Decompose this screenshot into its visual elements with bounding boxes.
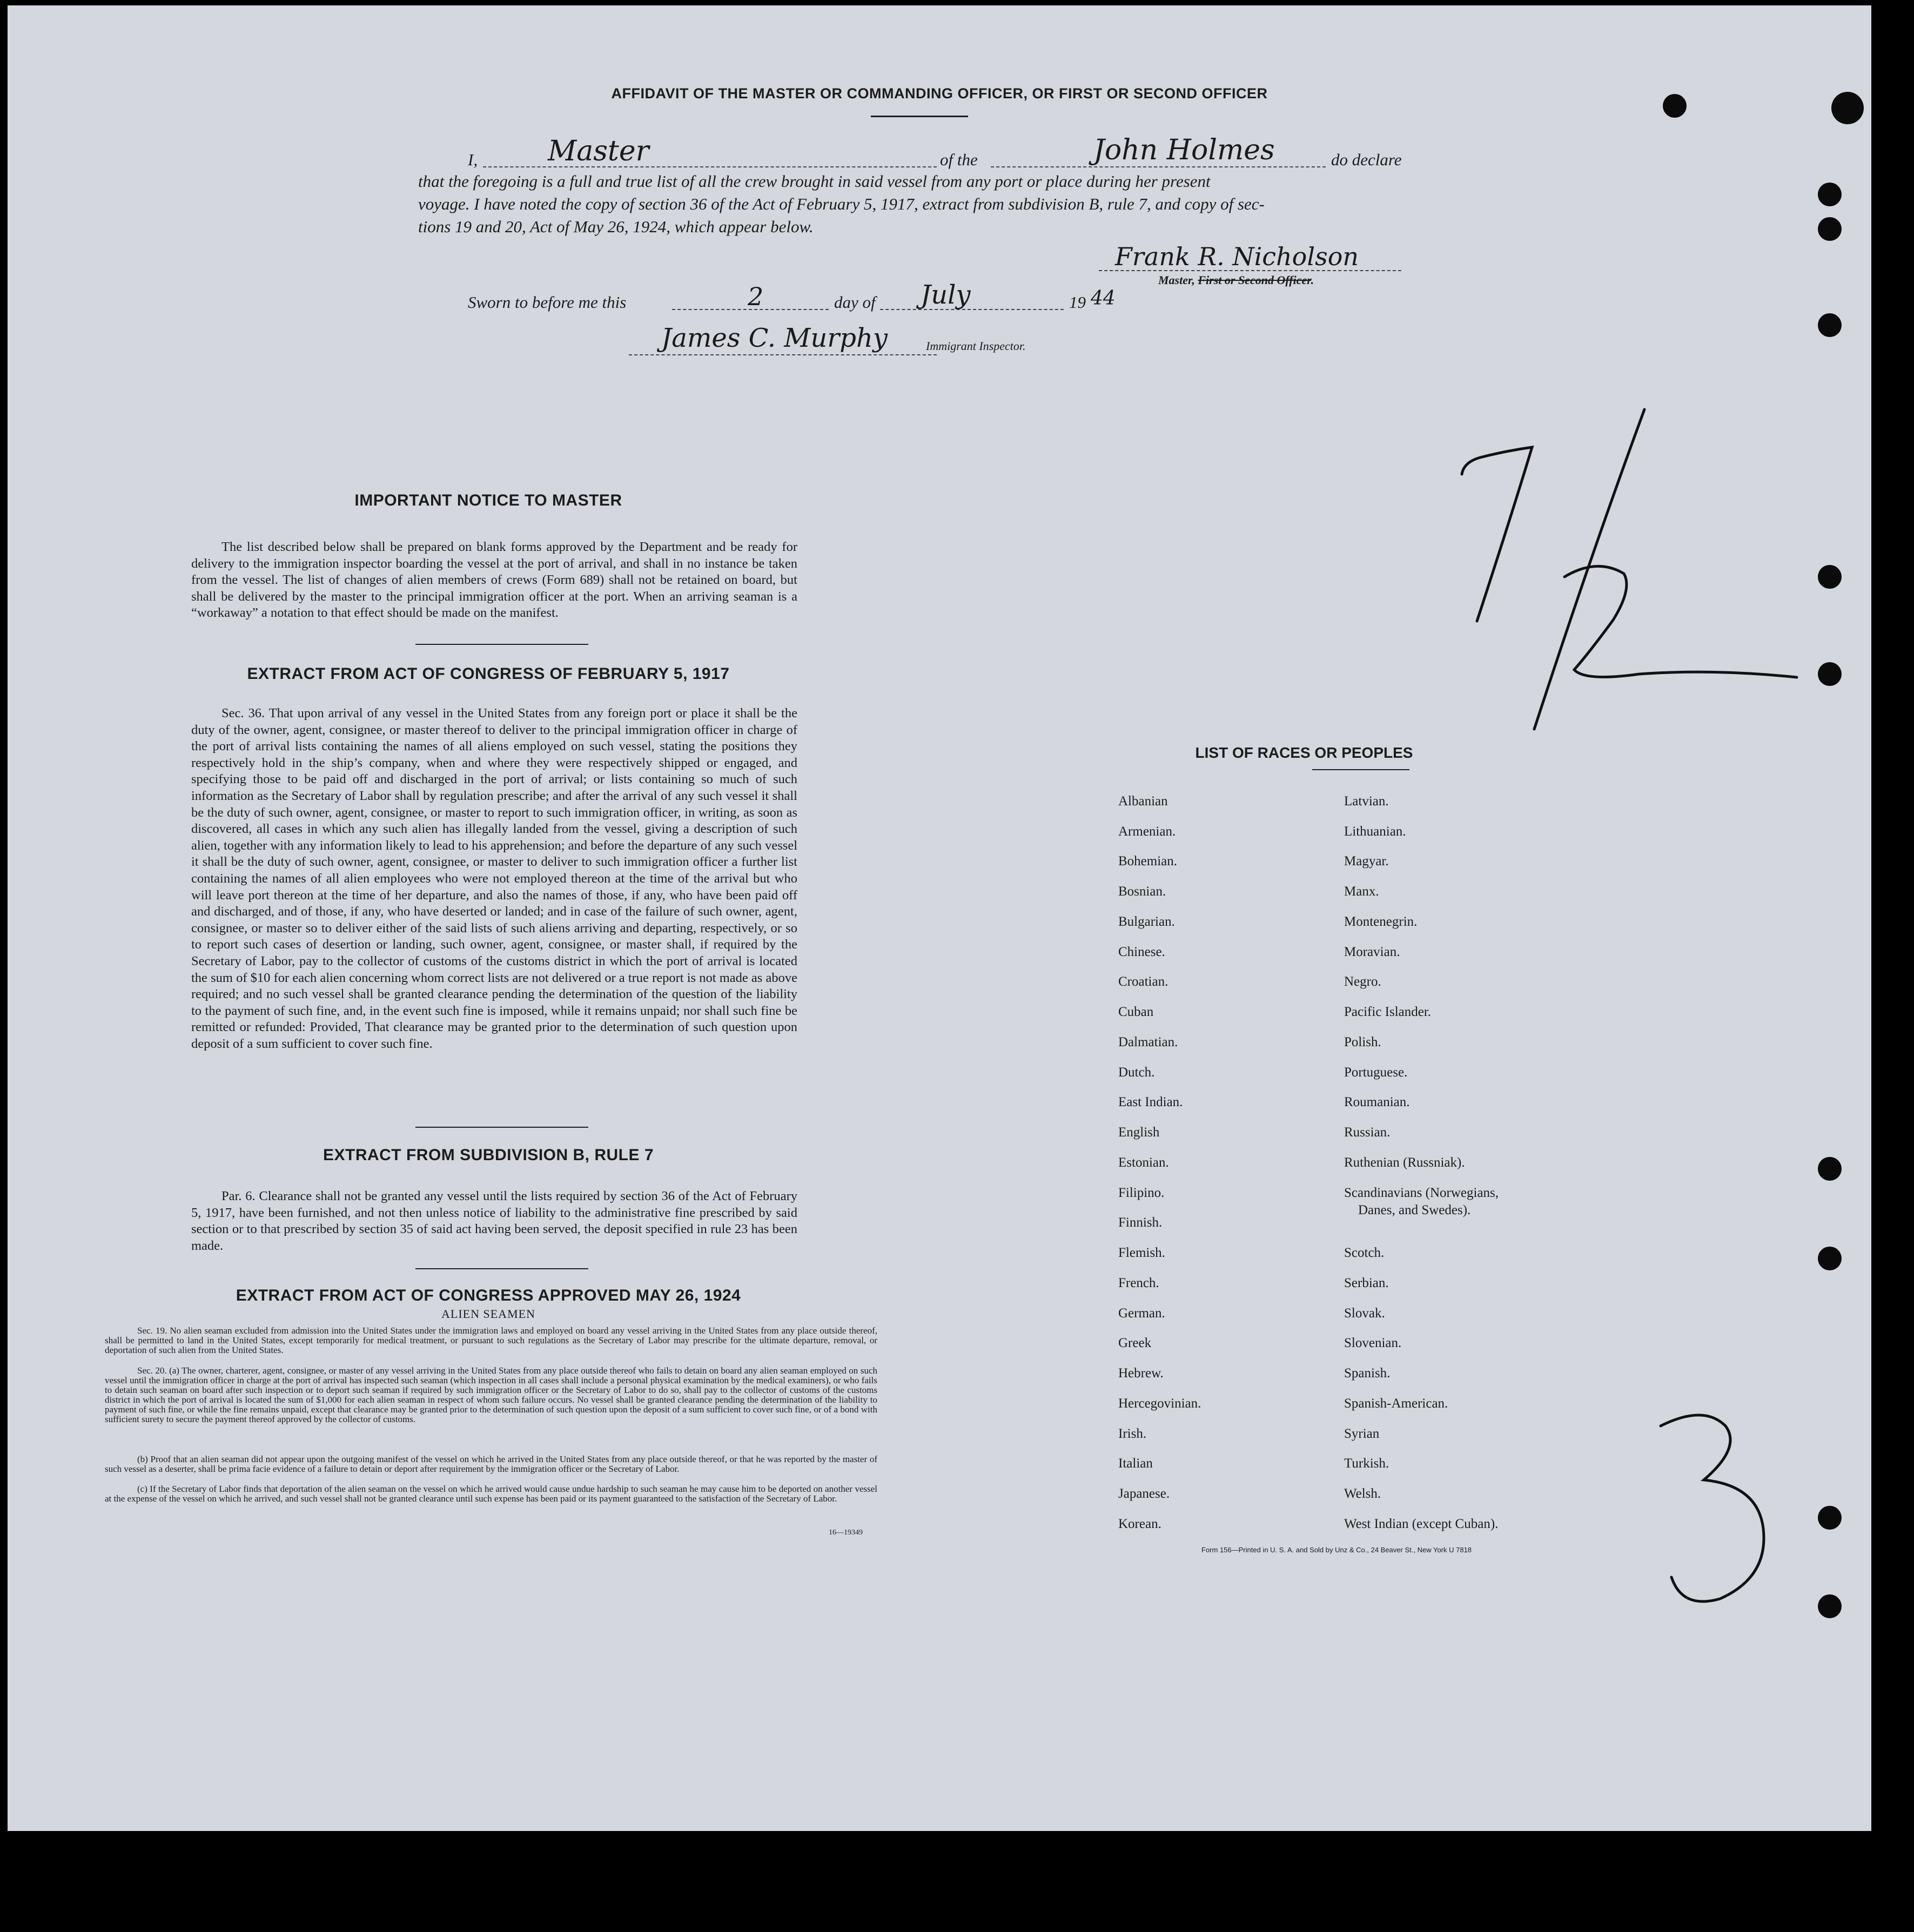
binder-hole bbox=[1818, 183, 1842, 206]
affidavit-line-3: voyage. I have noted the copy of section 36 of the Act of February 5, 1917, extract from subdivision B, rule 7, and copy of sec- bbox=[418, 194, 1265, 213]
binder-hole bbox=[1818, 217, 1842, 241]
section-divider bbox=[415, 644, 588, 645]
races-title-rule bbox=[1312, 769, 1409, 770]
race-left: Italian bbox=[1118, 1456, 1153, 1471]
race-left: English bbox=[1118, 1125, 1160, 1140]
form-printer-note: Form 156—Printed in U. S. A. and Sold by Unz & Co., 24 Beaver St., New York U 7818 bbox=[1201, 1546, 1472, 1554]
race-left: Dutch. bbox=[1118, 1065, 1155, 1080]
race-right: Slovenian. bbox=[1344, 1336, 1402, 1350]
race-left: Filipino. bbox=[1118, 1186, 1165, 1200]
struck-officer-text: First or Second Officer bbox=[1198, 273, 1311, 287]
handwritten-number-mark bbox=[1639, 1404, 1796, 1610]
master-label-text: Master, bbox=[1158, 273, 1195, 287]
section-divider bbox=[415, 1127, 588, 1128]
section-divider bbox=[415, 1268, 588, 1269]
race-right: Welsh. bbox=[1344, 1486, 1381, 1501]
rule-7-title: EXTRACT FROM SUBDIVISION B, RULE 7 bbox=[323, 1146, 654, 1164]
year-prefix: 19 bbox=[1069, 293, 1086, 312]
race-right: Pacific Islander. bbox=[1344, 1005, 1432, 1019]
affidavit-line-2: that the foregoing is a full and true list of all the crew brought in said vessel from any port or place during her present bbox=[418, 172, 1211, 191]
binder-hole bbox=[1818, 662, 1842, 686]
affidavit-line-4: tions 19 and 20, Act of May 26, 1924, which appear below. bbox=[418, 217, 814, 236]
race-right: Syrian bbox=[1344, 1426, 1380, 1441]
race-right: Spanish-American. bbox=[1344, 1396, 1448, 1411]
binder-hole bbox=[1663, 94, 1687, 118]
race-right: Polish. bbox=[1344, 1035, 1381, 1049]
handwritten-month: July bbox=[921, 280, 971, 310]
rule-7-body: Par. 6. Clearance shall not be granted any vessel until the lists required by section 36 of the Act of February 5, 1917, have been furnished, and not then unless notice of liability to the administrative fine prescribed by said section or to that prescribed by section 35 of said act having been served, the deposit specified in rule 23 has been made. bbox=[191, 1189, 797, 1253]
race-left: Greek bbox=[1118, 1336, 1152, 1350]
handwritten-vessel: John Holmes bbox=[1093, 134, 1275, 166]
race-left: Flemish. bbox=[1118, 1246, 1165, 1260]
race-right: Turkish. bbox=[1344, 1456, 1389, 1471]
binder-hole bbox=[1818, 313, 1842, 337]
race-left: Estonian. bbox=[1118, 1155, 1169, 1170]
affidavit-title: AFFIDAVIT OF THE MASTER OR COMMANDING OFFICER, OR FIRST OR SECOND OFFICER bbox=[611, 85, 1268, 102]
race-right: Spanish. bbox=[1344, 1366, 1391, 1381]
race-right: Serbian. bbox=[1344, 1276, 1389, 1290]
master-label: Master, First or Second Officer. bbox=[1158, 273, 1314, 287]
sec-20b-text: (b) Proof that an alien seaman did not appear upon the outgoing manifest of the vessel on which he arrived in the United States from any place outside thereof, or that he was reported by the master of such vessel as a deserter, shall be prima facie evidence of a failure to detain or deport after requirement by the immigration officer or the Secretary of Labor. bbox=[105, 1454, 877, 1474]
month-fill-line bbox=[880, 287, 1064, 310]
handwritten-rank: Master bbox=[548, 135, 649, 167]
race-left: French. bbox=[1118, 1276, 1159, 1290]
race-left: Armenian. bbox=[1118, 824, 1176, 839]
inspector-signature: James C. Murphy bbox=[661, 323, 888, 353]
affidavit-of-the: of the bbox=[940, 150, 978, 169]
sworn-text: Sworn to before me this bbox=[468, 293, 627, 312]
race-right: West Indian (except Cuban). bbox=[1344, 1517, 1499, 1531]
race-right: Lithuanian. bbox=[1344, 824, 1406, 839]
race-right: Danes, and Swedes). bbox=[1358, 1203, 1471, 1217]
race-right: Ruthenian (Russniak). bbox=[1344, 1155, 1465, 1170]
race-left: Finnish. bbox=[1118, 1215, 1163, 1230]
document-page bbox=[8, 5, 1871, 1831]
extract-1917-title: EXTRACT FROM ACT OF CONGRESS OF FEBRUARY 5, 1917 bbox=[247, 665, 730, 683]
notice-body: The list described below shall be prepared on blank forms approved by the Department and be ready for delivery to the immigration inspector boarding the vessel at the port of arrival, and shall in no instance be taken from the vessel. The list of changes of alien members of crews (Form 689) shall not be retained on board, but shall be delivered by the master to the principal immigration officer at the port. When an arriving seaman is a “workaway” a notation to that effect should be made on the manifest. bbox=[191, 540, 797, 621]
race-right: Latvian. bbox=[1344, 794, 1389, 809]
binder-hole bbox=[1818, 1157, 1842, 1181]
race-left: East Indian. bbox=[1118, 1095, 1183, 1109]
race-left: Hebrew. bbox=[1118, 1366, 1164, 1381]
race-right: Roumanian. bbox=[1344, 1095, 1410, 1109]
race-right: Slovak. bbox=[1344, 1306, 1385, 1321]
race-right: Montenegrin. bbox=[1344, 914, 1418, 929]
race-left: Chinese. bbox=[1118, 945, 1165, 959]
day-of-text: day of bbox=[834, 293, 876, 312]
affidavit-do-declare: do declare bbox=[1331, 150, 1402, 169]
race-right: Portuguese. bbox=[1344, 1065, 1408, 1080]
race-right: Scandinavians (Norwegians, bbox=[1344, 1186, 1499, 1200]
binder-hole bbox=[1818, 1594, 1842, 1618]
race-right: Moravian. bbox=[1344, 945, 1400, 959]
race-right: Negro. bbox=[1344, 974, 1381, 989]
race-right: Magyar. bbox=[1344, 854, 1389, 869]
extract-1924-title: EXTRACT FROM ACT OF CONGRESS APPROVED MAY 26, 1924 bbox=[236, 1287, 741, 1304]
extract-1917-body: Sec. 36. That upon arrival of any vessel in the United States from any foreign port or place it shall be the duty of the owner, agent, consignee, or master thereof to deliver to the principal immigration officer in charge of the port of arrival lists containing the names of all aliens employed on such vessel, stating the positions they respectively hold in the ship’s company, when and where they were respectively shipped or engaged, and specifying those to be paid off and discharged in the port of arrival; or lists containing so much of such information as the Secretary of Labor shall by regulation prescribe; and after the arrival of any such vessel it shall be the duty of such owner, agent, consignee, or master to report to such immigration officer, in writing, as soon as discovered, all cases in which any such alien has illegally landed from the vessel, giving a description of such alien, together with any information likely to lead to his apprehension; and before the departure of any such vessel it shall be the duty of such owner, agent, consignee, or master to deliver to such immigration officer a further list containing the names of all alien employees who were not employed thereon at the time of the arrival but who will leave port thereon at the time of her departure, and also the names of those, if any, who have been paid off and discharged, and of those, if any, who have deserted or landed; and in case of the failure of such owner, agent, consignee, or master so to deliver either of the said lists of such aliens arriving and departing, respectively, or so to report such cases of desertion or landing, such owner, agent, consignee, or master shall, if required by the Secretary of Labor, pay to the collector of customs of the customs district in which the port of arrival is located the sum of $10 for each alien concerning whom correct lists are not delivered or a true report is not made as above required; and no such vessel shall be granted clearance pending the determination of the question of the liability to the payment of such fine, and, in the event such fine is imposed, while it remains unpaid; nor shall such fine be remitted or refunded: Provided, That clearance may be granted prior to the determination of such question upon deposit of a sum sufficient to cover such fine. bbox=[191, 706, 797, 1051]
race-right: Scotch. bbox=[1344, 1246, 1385, 1260]
race-left: Cuban bbox=[1118, 1005, 1154, 1019]
race-left: Dalmatian. bbox=[1118, 1035, 1178, 1049]
binder-hole bbox=[1831, 92, 1864, 124]
race-left: Croatian. bbox=[1118, 974, 1168, 989]
race-left: German. bbox=[1118, 1306, 1165, 1321]
race-left: Bosnian. bbox=[1118, 884, 1166, 899]
inspector-label: Immigrant Inspector. bbox=[926, 339, 1026, 353]
race-left: Albanian bbox=[1118, 794, 1168, 809]
race-left: Korean. bbox=[1118, 1517, 1161, 1531]
notice-title: IMPORTANT NOTICE TO MASTER bbox=[354, 492, 622, 509]
sec-20a-text: Sec. 20. (a) The owner, charterer, agent, consignee, or master of any vessel arriving in the United States from any place outside thereof who fails to detain on board any alien seaman employed on such vessel until the immigration officer in charge at the port of arrival has inspected such seaman (which inspection in all cases shall include a personal physical examination by the medical examiners), or who fails to detain such seaman on board after such inspection or to deport such seaman if required by such immigration officer or the Secretary of Labor to do so, shall pay to the collector of customs of the customs district in which the port of arrival is located the sum of $1,000 for each alien seaman in respect of whom such failure occurs. No vessel shall be granted clearance pending the determination of the liability to payment of such fine, or while the fine remains unpaid, except that clearance may be granted prior to the determination of such question upon the deposit of a sum sufficient to cover such fine, or of a bond with sufficient surety to secure the payment thereof approved by the collector of customs. bbox=[105, 1365, 877, 1424]
race-left: Bohemian. bbox=[1118, 854, 1178, 869]
race-right: Russian. bbox=[1344, 1125, 1391, 1140]
handwritten-fraction-mark bbox=[1412, 394, 1801, 740]
races-title: LIST OF RACES OR PEOPLES bbox=[1195, 744, 1413, 761]
race-left: Irish. bbox=[1118, 1426, 1147, 1441]
race-right: Manx. bbox=[1344, 884, 1379, 899]
binder-hole bbox=[1818, 1506, 1842, 1530]
handwritten-day: 2 bbox=[748, 282, 764, 311]
handwritten-year: 44 bbox=[1091, 287, 1116, 309]
master-signature: Frank R. Nicholson bbox=[1115, 242, 1359, 271]
sec-19-text: Sec. 19. No alien seaman excluded from admission into the United States under the immigration laws and employed on board any vessel arriving in the United States from any place outside thereof, shall be permitted to land in the United States, except temporarily for medical treatment, or pursuant to such regulations as the Secretary of Labor may prescribe for the ultimate departure, removal, or deportation of such alien from the United States. bbox=[105, 1325, 877, 1355]
title-rule bbox=[871, 116, 968, 117]
race-left: Japanese. bbox=[1118, 1486, 1170, 1501]
race-left: Bulgarian. bbox=[1118, 914, 1175, 929]
binder-hole bbox=[1818, 565, 1842, 589]
sec-20c-text: (c) If the Secretary of Labor finds that deportation of the alien seaman on the vessel on which he arrived would cause undue hardship to such seaman he may cause him to be deported on another vessel at the expense of the vessel on which he arrived, and such vessel shall not be granted clearance until such expense has been paid or its payment guaranteed to the satisfaction of the Secretary of Labor. bbox=[105, 1484, 877, 1504]
form-code: 16—19349 bbox=[829, 1529, 863, 1537]
binder-hole bbox=[1818, 1247, 1842, 1270]
alien-seamen-subtitle: ALIEN SEAMEN bbox=[441, 1307, 535, 1321]
affidavit-i: I, bbox=[468, 150, 478, 169]
race-left: Hercegovinian. bbox=[1118, 1396, 1201, 1411]
